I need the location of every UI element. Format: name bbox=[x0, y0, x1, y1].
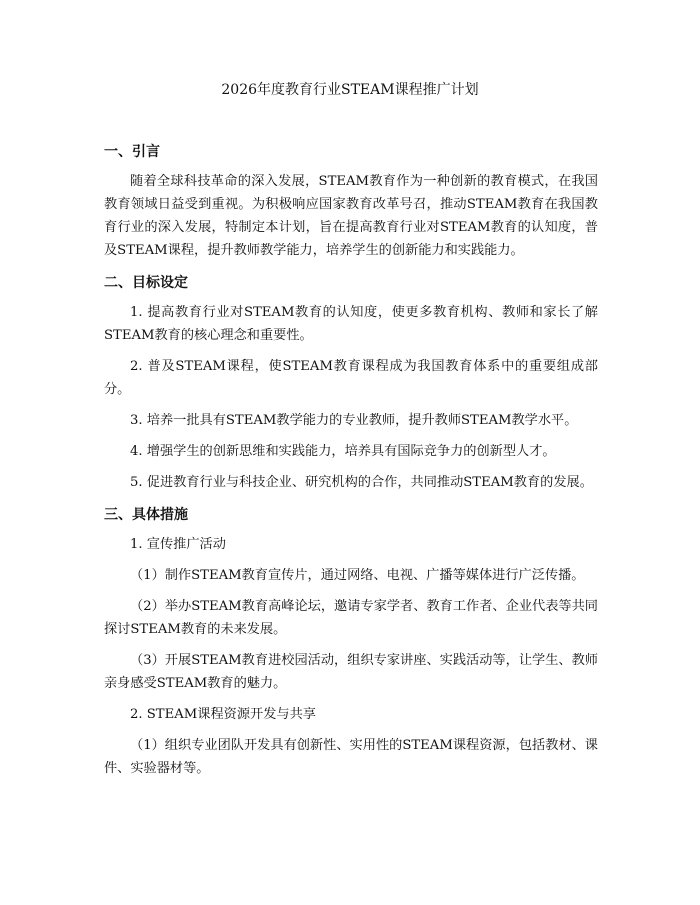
section-heading-introduction: 一、引言 bbox=[104, 144, 160, 160]
section-heading-measures: 三、具体措施 bbox=[104, 507, 188, 523]
document-body bbox=[104, 142, 598, 780]
measure-item: （2）举办STEAM教育高峰论坛，邀请专家学者、教育工作者、企业代表等共同探讨STEAM教育的未来发展。 bbox=[104, 599, 598, 637]
measure-item: （1）组织专业团队开发具有创新性、实用性的STEAM课程资源，包括教材、课件、实验器材等。 bbox=[104, 738, 598, 776]
introduction-paragraph: 随着全球科技革命的深入发展，STEAM教育作为一种创新的教育模式，在我国教育领域日益受到重视。为积极响应国家教育改革号召，推动STEAM教育在我国教育行业的深入发展，特制定本计划，旨在提高教育行业对STEAM教育的认知度，普及STEAM课程，提升教师教学能力，培养学生的创新能力和实践能力。 bbox=[104, 174, 598, 258]
goal-item: 5. 促进教育行业与科技企业、研究机构的合作，共同推动STEAM教育的发展。 bbox=[130, 475, 593, 490]
document-title: 2026年度教育行业STEAM课程推广计划 bbox=[221, 82, 479, 98]
goal-item: 2. 普及STEAM课程，使STEAM教育课程成为我国教育体系中的重要组成部分。 bbox=[104, 359, 598, 397]
measure-item: （3）开展STEAM教育进校园活动，组织专家讲座、实践活动等，让学生、教师亲身感受STEAM教育的魅力。 bbox=[104, 653, 598, 691]
goal-item: 3. 培养一批具有STEAM教学能力的专业教师，提升教师STEAM教学水平。 bbox=[130, 413, 578, 428]
goal-item: 4. 增强学生的创新思维和实践能力，培养具有国际竞争力的创新型人才。 bbox=[130, 444, 556, 459]
measure-subheading: 2. STEAM课程资源开发与共享 bbox=[130, 707, 316, 722]
goal-item: 1. 提高教育行业对STEAM教育的认知度，使更多教育机构、教师和家长了解STEAM教育的核心理念和重要性。 bbox=[104, 305, 598, 343]
measure-subheading: 1. 宣传推广活动 bbox=[130, 537, 226, 552]
section-heading-goals: 二、目标设定 bbox=[104, 275, 188, 291]
measure-item: （1）制作STEAM教育宣传片，通过网络、电视、广播等媒体进行广泛传播。 bbox=[130, 568, 585, 583]
